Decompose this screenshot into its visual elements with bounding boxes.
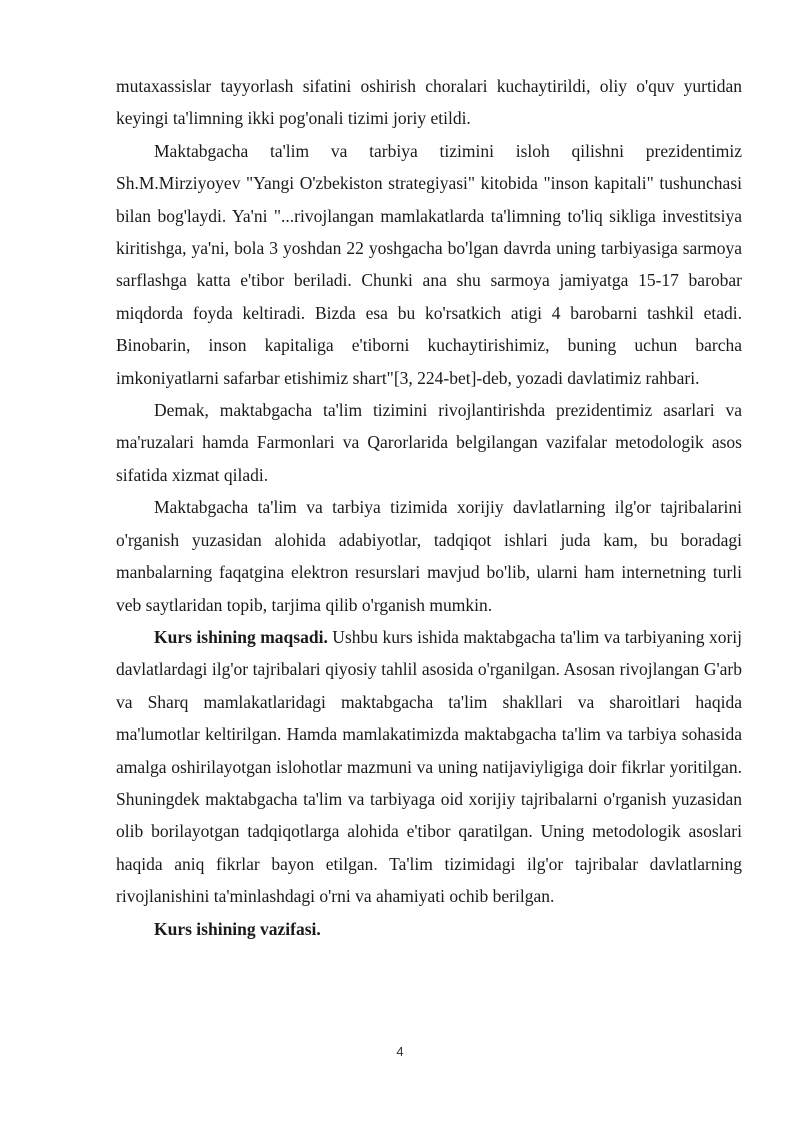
paragraph-continuation: mutaxassislar tayyorlash sifatini oshirish choralari kuchaytirildi, oliy o'quv yurtidan keyingi ta'limning ikki pog'onali tizimi joriy etildi. [116,76,742,129]
paragraph-inson-kapitali: Maktabgacha ta'lim va tarbiya tizimini isloh qilishni prezidentimiz Sh.M.Mirziyoyev "Yangi O'zbekiston strategiyasi" kitobida "inson kapitali" tushunchasi bilan bog'laydi. Ya'ni "...rivojlangan mamlakatlarda ta'limning to'liq sikliga investitsiya kiritishga, ya'ni, bola 3 yoshdan 22 yoshgacha bo'lgan davrda uning tarbiyasiga sarmoya sarflashga katta e'tibor beriladi. Chunki ana shu sarmoya jamiyatga 15-17 barobar miqdorda foyda keltiradi. Bizda esa bu ko'rsatkich atigi 4 barobarni tashkil etadi. Binobarin, inson kapitaliga e'tiborni kuchaytirishimiz, buning uchun barcha imkoniyatlarni safarbar etishimiz shart"[3, 224-bet]-deb, yozadi davlatimiz rahbari. [116,140,742,388]
paragraph-xorijiy-tajriba: Maktabgacha ta'lim va tarbiya tizimida xorijiy davlatlarning ilg'or tajribalarini o'rganish yuzasidan alohida adabiyotlar, tadqiqot ishlari juda kam, bu boradagi manbalarning faqatgina elektron resurslari mavjud bo'lib, ularni ham internetning turli veb saytlaridan topib, tarjima qilib o'rganish mumkin. [116,497,742,615]
paragraph-metodologik-asos: Demak, maktabgacha ta'lim tizimini rivojlantirishda prezidentimiz asarlari va ma'ruzalari hamda Farmonlari va Qarorlarida belgilangan vazifalar metodologik asos sifatida xizmat qiladi. [116,400,742,485]
page-number: 4 [396,1044,404,1059]
paragraph-kurs-maqsadi [116,621,742,913]
paragraph-kurs-maqsadi-body: Ushbu kurs ishida maktabgacha ta'lim va tarbiyaning xorij davlatlardagi ilg'or tajribalari qiyosiy tahlil asosida o'rganilgan. Asosan rivojlangan G'arb va Sharq mamlakatlaridagi maktabgacha ta'lim shakllari va sharoitlari haqida ma'lumotlar keltirilgan. Hamda mamlakatimizda maktabgacha ta'lim va tarbiya sohasida amalga oshirilayotgan islohotlar mazmuni va uning natijaviyligiga doir fikrlar yoritilgan. Shuningdek maktabgacha ta'lim va tarbiyaga oid xorijiy tajribalarni o'rganish yuzasidan olib borilayotgan tadqiqotlarga alohida e'tibor qaratilgan. Uning metodologik asoslari haqida aniq fikrlar bayon etilgan. Ta'lim tizimidagi ilg'or tajribalar davlatlarning rivojlanishini ta'minlashdagi o'rni va ahamiyati ochib berilgan. [116,626,743,907]
heading-kurs-vazifasi: Kurs ishining vazifasi. [154,918,321,939]
heading-kurs-maqsadi: Kurs ishining maqsadi. [154,626,328,647]
page-body [116,70,742,945]
